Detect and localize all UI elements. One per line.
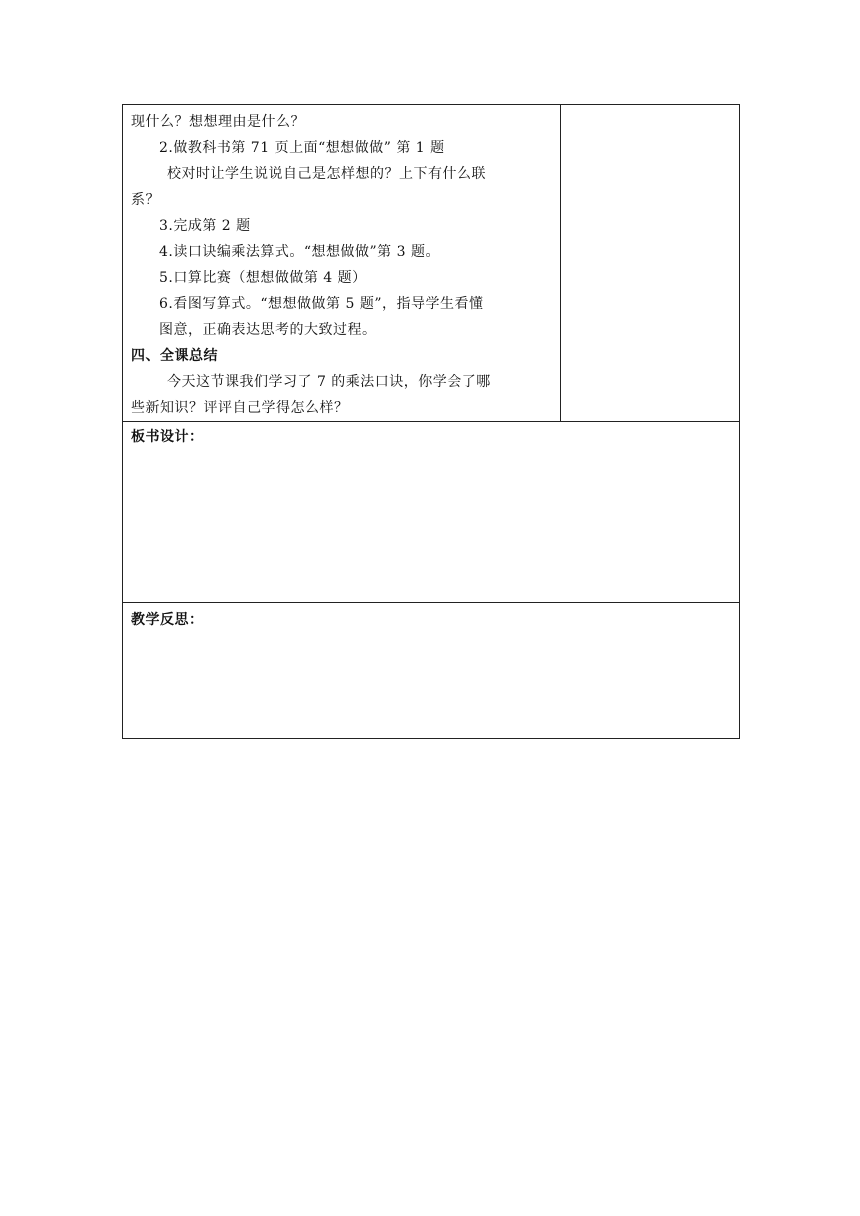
teaching-reflection-label: 教学反思： <box>131 612 204 628</box>
process-line: 现什么？想想理由是什么？ <box>131 114 305 130</box>
board-design-row <box>123 422 740 603</box>
process-line: 5.口算比赛（想想做做第 4 题） <box>159 270 367 286</box>
reflection-row <box>123 603 740 739</box>
board-design-label: 板书设计： <box>131 429 204 445</box>
teaching-reflection-cell <box>123 603 740 739</box>
teaching-process-content <box>123 105 560 421</box>
process-line: 些新知识？评评自己学得怎么样？ <box>131 400 349 416</box>
process-line: 6.看图写算式。“想想做做第 5 题”，指导学生看懂 <box>159 296 484 312</box>
process-line: 今天这节课我们学习了 7 的乘法口诀，你学会了哪 <box>167 374 491 390</box>
process-line: 校对时让学生说说自己是怎样想的？上下有什么联 <box>167 166 486 182</box>
section-heading: 四、全课总结 <box>131 348 218 364</box>
teaching-process-cell <box>123 105 561 422</box>
board-design-cell <box>123 422 740 603</box>
process-line: 4.读口诀编乘法算式。“想想做做”第 3 题。 <box>159 244 440 260</box>
process-row <box>123 105 740 422</box>
process-line: 3.完成第 2 题 <box>159 218 251 234</box>
lesson-plan-table <box>122 104 740 739</box>
process-line: 图意，正确表达思考的大致过程。 <box>159 322 377 338</box>
notes-cell <box>561 105 740 422</box>
process-line: 2.做教科书第 71 页上面“想想做做” 第 1 题 <box>159 140 445 156</box>
process-line: 系？ <box>131 192 160 208</box>
